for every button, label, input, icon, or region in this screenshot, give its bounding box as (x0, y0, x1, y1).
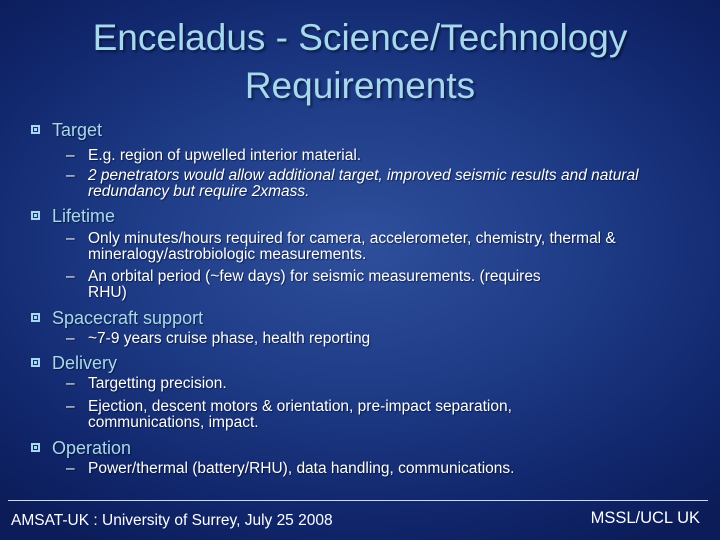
sub-item-text: Only minutes/hours required for camera, accelerometer, chemistry, thermal & mineralogy/astrobiologic measurements. (88, 230, 616, 263)
sub-item-text: Ejection, descent motors & orientation, pre-impact separation, communications, impact. (88, 398, 512, 431)
bullet-heading: Spacecraft support (52, 308, 204, 328)
bullet-operation (31, 437, 131, 459)
slide-title-line-1: Enceladus - Science/Technology (92, 17, 628, 58)
bullet-lifetime (31, 205, 115, 227)
dash-icon: – (66, 398, 75, 415)
sub-item-text: Power/thermal (battery/RHU), data handling, communications. (88, 460, 515, 477)
square-bullet-icon (31, 125, 40, 134)
footer-affiliation: MSSL/UCL UK (590, 509, 700, 527)
sub-item-text: E.g. region of upwelled interior material. (88, 147, 362, 164)
dash-icon: – (66, 330, 75, 347)
sub-item (66, 269, 696, 301)
square-bullet-icon (31, 211, 40, 220)
sub-item (66, 399, 696, 431)
bullet-heading: Delivery (52, 353, 118, 373)
footer-event: AMSAT-UK : University of Surrey, July 25 2008 (11, 512, 333, 529)
dash-icon: – (66, 375, 75, 392)
square-bullet-icon (31, 313, 40, 322)
sub-item (66, 148, 696, 164)
footer-divider (8, 500, 708, 501)
sub-item (66, 331, 696, 347)
sub-item (66, 376, 696, 392)
bullet-heading: Target (52, 120, 103, 140)
sub-item-text: ~7-9 years cruise phase, health reporting (88, 330, 371, 347)
bullet-heading: Lifetime (52, 206, 116, 226)
sub-item-text: 2 penetrators would allow additional target, improved seismic results and natural redundancy but require 2xmass. (88, 167, 639, 200)
bullet-target (31, 119, 102, 141)
bullet-spacecraft-support (31, 307, 203, 329)
sub-item-text: An orbital period (~few days) for seismic measurements. (requires RHU) (88, 268, 541, 301)
sub-item-text: Targetting precision. (88, 375, 227, 392)
bullet-delivery (31, 352, 117, 374)
dash-icon: – (66, 230, 75, 247)
sub-item (66, 461, 696, 477)
dash-icon: – (66, 460, 75, 477)
dash-icon: – (66, 167, 75, 184)
slide-title-line-2: Requirements (244, 65, 476, 106)
dash-icon: – (66, 268, 75, 285)
sub-item (66, 231, 696, 263)
square-bullet-icon (31, 443, 40, 452)
bullet-heading: Operation (52, 438, 132, 458)
sub-item (66, 168, 696, 200)
square-bullet-icon (31, 358, 40, 367)
dash-icon: – (66, 147, 75, 164)
